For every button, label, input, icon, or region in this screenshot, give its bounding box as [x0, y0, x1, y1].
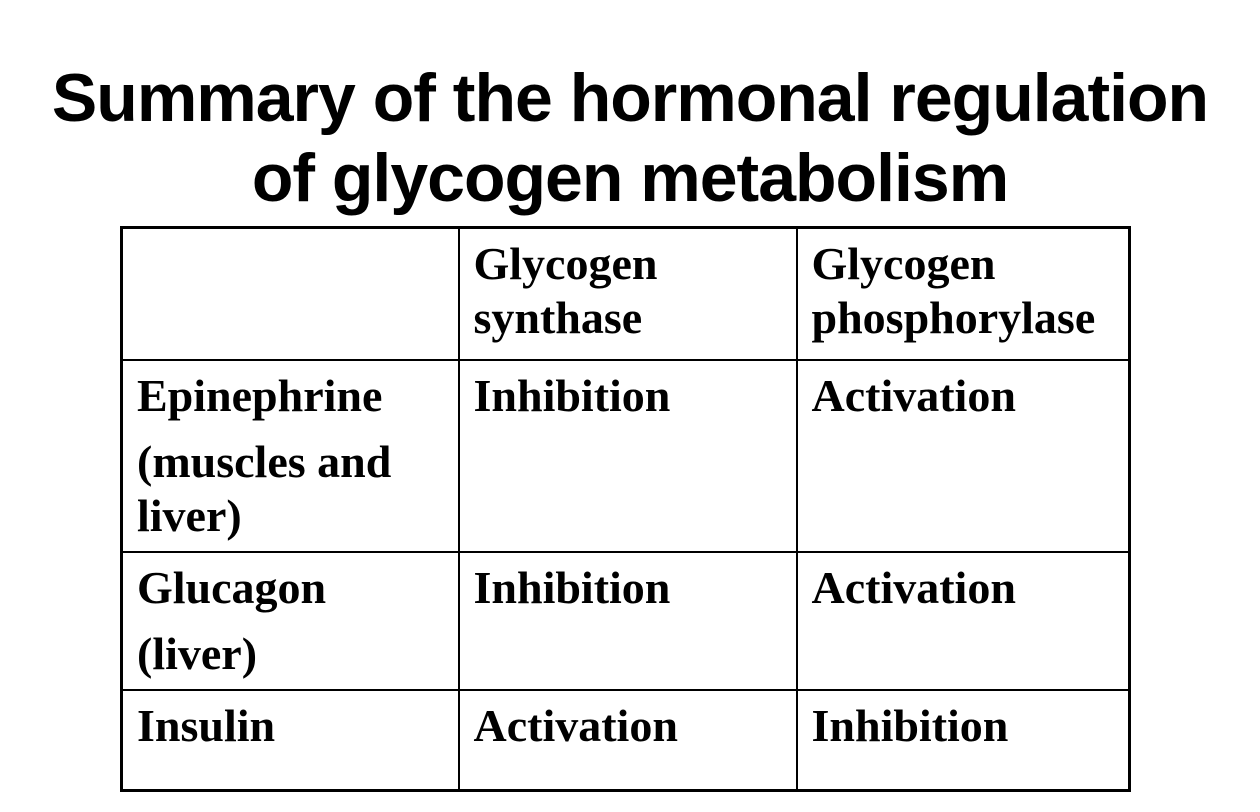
title-line-2: of glycogen metabolism [251, 139, 1009, 216]
phosphorylase-effect-cell: Activation [797, 360, 1130, 552]
hormone-name: Insulin [137, 699, 276, 751]
header-cell-glycogen-synthase: Glycogen synthase [459, 228, 797, 360]
hormone-location: (muscles and liver) [137, 435, 392, 541]
page-title [0, 58, 1260, 218]
synthase-effect-cell: Inhibition [459, 552, 797, 690]
synthase-effect-cell: Activation [459, 690, 797, 791]
hormone-cell [122, 360, 459, 552]
hormone-cell [122, 552, 459, 690]
phosphorylase-effect-cell: Inhibition [797, 690, 1130, 791]
hormone-cell [122, 690, 459, 791]
synthase-effect-cell: Inhibition [459, 360, 797, 552]
title-line-1: Summary of the hormonal regulation [51, 59, 1209, 136]
hormone-name: Epinephrine [137, 369, 383, 421]
header-cell-empty [122, 228, 459, 360]
phosphorylase-effect-cell: Activation [797, 552, 1130, 690]
table-row-insulin [122, 690, 1130, 791]
table-row-epinephrine [122, 360, 1130, 552]
hormone-location: (liver) [137, 627, 258, 679]
hormone-name: Glucagon [137, 561, 327, 613]
regulation-table [120, 226, 1131, 792]
table-header-row [122, 228, 1130, 360]
table-row-glucagon [122, 552, 1130, 690]
header-cell-glycogen-phosphorylase: Glycogen phosphorylase [797, 228, 1130, 360]
